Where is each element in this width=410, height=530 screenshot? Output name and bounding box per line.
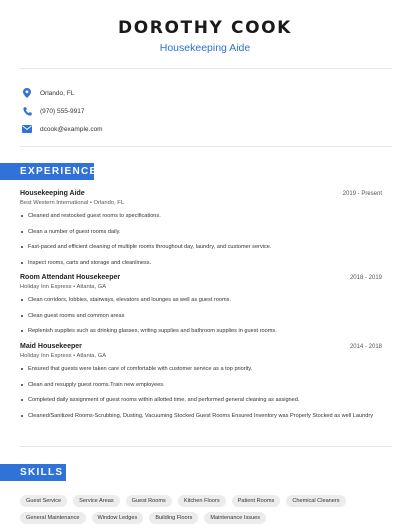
job-company: Holiday Inn Express • Atlanta, GA	[20, 353, 107, 359]
bullet-item: Clean guest rooms and common areas	[20, 312, 382, 320]
job-dates: 2019 - Present	[342, 191, 382, 197]
skill-pill: Guest Rooms	[126, 495, 172, 507]
skill-pill: Chemical Cleaners	[286, 495, 345, 507]
job-company: Best Western International • Orlando, FL	[20, 200, 125, 206]
divider-top	[20, 68, 392, 69]
bullet-item: Cleaned/Sanitized Rooms-Scrubbing, Dusting, Vacuuming Stocked Guest Rooms Ensured Inventory was Properly Stocked as well Laundry	[20, 412, 382, 420]
skill-pill: Maintenance Issues	[204, 512, 266, 524]
envelope-icon	[22, 124, 32, 134]
job-company: Holiday Inn Express • Atlanta, GA	[20, 284, 107, 290]
skill-pill: Service Areas	[73, 495, 120, 507]
map-pin-icon	[22, 88, 32, 98]
skill-pill: General Maintenance	[20, 512, 86, 524]
bullet-item: Completed daily assignment of guest rooms within allotted time, and performed general cleaning as assigned.	[20, 396, 382, 404]
job-title: Housekeeping Aide	[20, 190, 85, 197]
candidate-title: Housekeeping Aide	[159, 42, 251, 54]
bullet-item: Clean and resupply guest rooms.Train new employees.	[20, 381, 382, 389]
email-text: dcook@example.com	[40, 125, 103, 133]
bullet-item: Cleaned and restocked guest rooms to specifications.	[20, 212, 382, 220]
job-title: Room Attendant Housekeeper	[20, 274, 121, 281]
job-title: Maid Housekeeper	[20, 343, 82, 350]
skill-pill: Patient Rooms	[232, 495, 281, 507]
divider-contact	[20, 146, 392, 147]
contact-email	[22, 120, 103, 138]
resume-header	[0, 18, 410, 54]
bullet-item: Clean corridors, lobbies, stairways, elevators and lounges as well as guest rooms.	[20, 296, 382, 304]
bullet-item: Replenish supplies such as drinking glasses, writing supplies and bathroom supplies in guest rooms.	[20, 327, 382, 335]
divider-skills	[20, 446, 392, 447]
bullet-item: Ensured that guests were taken care of comfortable with customer service as a top priority.	[20, 365, 382, 373]
job-bullets	[20, 212, 382, 267]
job-dates: 2018 - 2019	[349, 275, 382, 281]
job-dates: 2014 - 2018	[349, 344, 382, 350]
job-bullets	[20, 296, 382, 335]
job-entry	[20, 274, 382, 343]
candidate-name: DOROTHY COOK	[118, 18, 292, 38]
skill-pill: Building Floors	[149, 512, 198, 524]
phone-text: (970) 555-9917	[40, 107, 85, 115]
job-entry	[20, 343, 382, 427]
skill-pill: Guest Service	[20, 495, 67, 507]
skill-pill: Window Ledges	[92, 512, 144, 524]
bullet-item: Fast-paced and efficient cleaning of multiple rooms throughout day, laundry, and customer service.	[20, 243, 382, 251]
bullet-item: Clean a number of guest rooms daily.	[20, 228, 382, 236]
section-experience-heading: EXPERIENCE	[0, 163, 94, 180]
contact-phone	[22, 102, 103, 120]
section-skills-heading: SKILLS	[0, 464, 66, 481]
phone-icon	[22, 106, 32, 116]
contact-list	[22, 84, 103, 138]
skill-pill: Kitchen Floors	[178, 495, 226, 507]
skills-list	[20, 495, 400, 524]
bullet-item: Inspect rooms, carts and storage and cleanliness.	[20, 259, 382, 267]
location-text: Orlando, FL	[40, 89, 75, 97]
contact-location	[22, 84, 103, 102]
job-entry	[20, 190, 382, 274]
job-bullets	[20, 365, 382, 420]
